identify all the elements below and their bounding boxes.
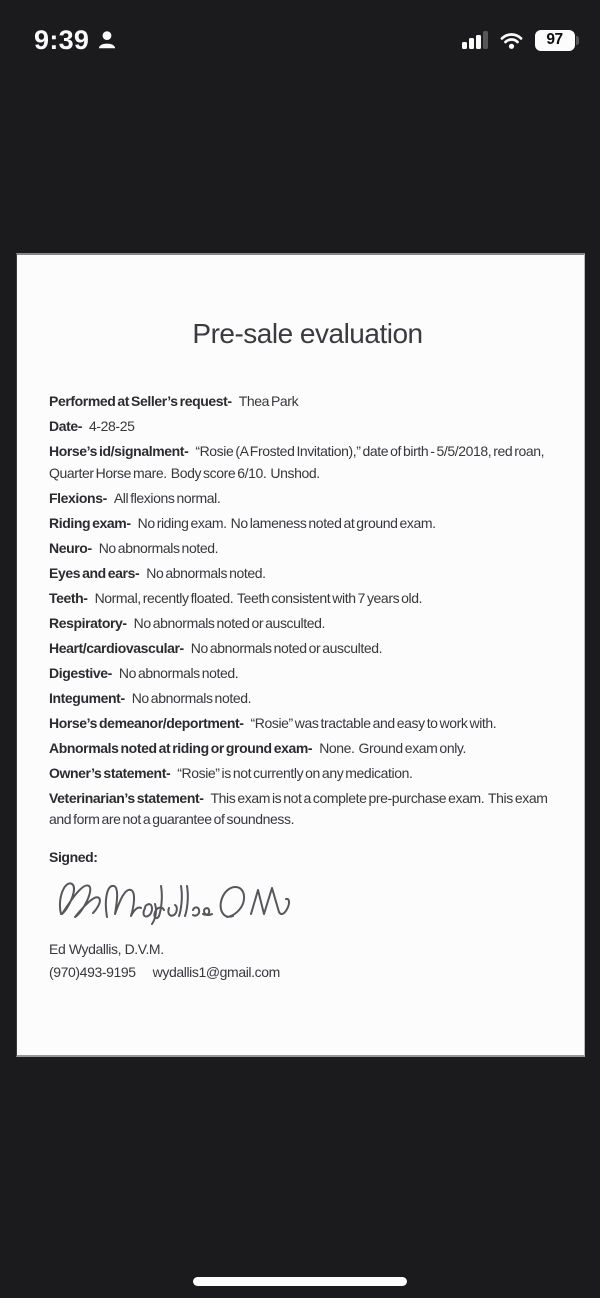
document-field: [49, 713, 566, 735]
signer-name: Ed Wydallis, D.V.M.: [49, 941, 164, 957]
document-field: [49, 788, 566, 831]
field-label: Horse’s demeanor/deportment-: [49, 714, 244, 731]
signature-image: [57, 874, 566, 928]
person-focus-icon: [96, 29, 118, 51]
document-field: [49, 416, 566, 438]
field-label: Abnormals noted at riding or ground exam-: [49, 739, 313, 756]
field-label: Integument-: [49, 689, 125, 706]
document-field: [49, 488, 566, 510]
field-label: Veterinarian’s statement-: [49, 789, 204, 806]
document-field: [49, 563, 566, 585]
field-value: No abnormals noted.: [98, 539, 219, 556]
document-photo[interactable]: [16, 253, 585, 1057]
document-title: Pre-sale evaluation: [192, 318, 423, 349]
field-value: No abnormals noted or ausculted.: [133, 614, 325, 631]
field-value: All flexions normal.: [113, 489, 221, 506]
status-bar: [0, 0, 600, 64]
field-value: No abnormals noted.: [146, 564, 266, 581]
field-value: This exam is not a complete pre-purchase exam. This exam and form are not a guarantee of soundness.: [49, 789, 550, 827]
field-value: Thea Park: [238, 393, 299, 409]
field-label: Eyes and ears-: [49, 564, 140, 581]
field-label: Date-: [49, 418, 83, 434]
wifi-icon: [499, 31, 524, 50]
document-field: [49, 688, 566, 710]
document-field: [49, 663, 566, 685]
field-value: No abnormals noted.: [118, 664, 239, 681]
battery-icon: [535, 30, 580, 51]
field-label: Performed at Seller’s request-: [49, 393, 232, 409]
document-field: [49, 538, 566, 560]
field-label: Respiratory-: [49, 614, 127, 631]
document-field: [49, 391, 566, 413]
document-field: [49, 738, 566, 760]
status-time-group: [34, 24, 118, 55]
phone-number: (970)493-9195: [49, 964, 136, 980]
status-time: 9:39: [34, 24, 90, 55]
field-label: Teeth-: [49, 589, 88, 606]
field-label: Horse’s id/signalment-: [49, 443, 189, 459]
field-value: “Rosie (A Frosted Invitation),” date of birth - 5/5/2018, red roan, Quarter Horse mare. Body score 6/10. Unshod.: [49, 443, 547, 481]
battery-percent: 97: [535, 30, 575, 51]
document-field: [49, 638, 566, 660]
field-label: Flexions-: [49, 489, 107, 506]
field-label: Riding exam-: [49, 514, 131, 531]
field-label: Heart/cardiovascular-: [49, 639, 184, 656]
contact-line: [49, 961, 566, 983]
home-indicator[interactable]: [193, 1277, 407, 1286]
document-field: [49, 441, 566, 484]
document-field: [49, 513, 566, 535]
document-fields: [49, 391, 566, 831]
cellular-signal-icon: [462, 31, 488, 49]
field-value: “Rosie” was tractable and easy to work with.: [250, 714, 497, 731]
field-value: Normal, recently floated. Teeth consistent with 7 years old.: [94, 589, 423, 606]
status-icons: [462, 30, 579, 51]
field-label: Owner’s statement-: [49, 764, 171, 781]
email-address: wydallis1@gmail.com: [152, 964, 280, 980]
field-value: None. Ground exam only.: [319, 739, 466, 756]
field-value: No riding exam. No lameness noted at ground exam.: [137, 514, 436, 531]
signed-label: Signed:: [49, 848, 98, 865]
document-field: [49, 588, 566, 610]
document-field: [49, 763, 566, 785]
field-label: Digestive-: [49, 664, 112, 681]
document-field: [49, 613, 566, 635]
field-label: Neuro-: [49, 539, 92, 556]
field-value: “Rosie” is not currently on any medication.: [177, 764, 413, 781]
battery-nub: [576, 36, 579, 45]
field-value: 4-28-25: [89, 418, 135, 434]
document-page: [17, 255, 584, 983]
field-value: No abnormals noted.: [131, 689, 252, 706]
field-value: No abnormals noted or ausculted.: [190, 639, 383, 656]
